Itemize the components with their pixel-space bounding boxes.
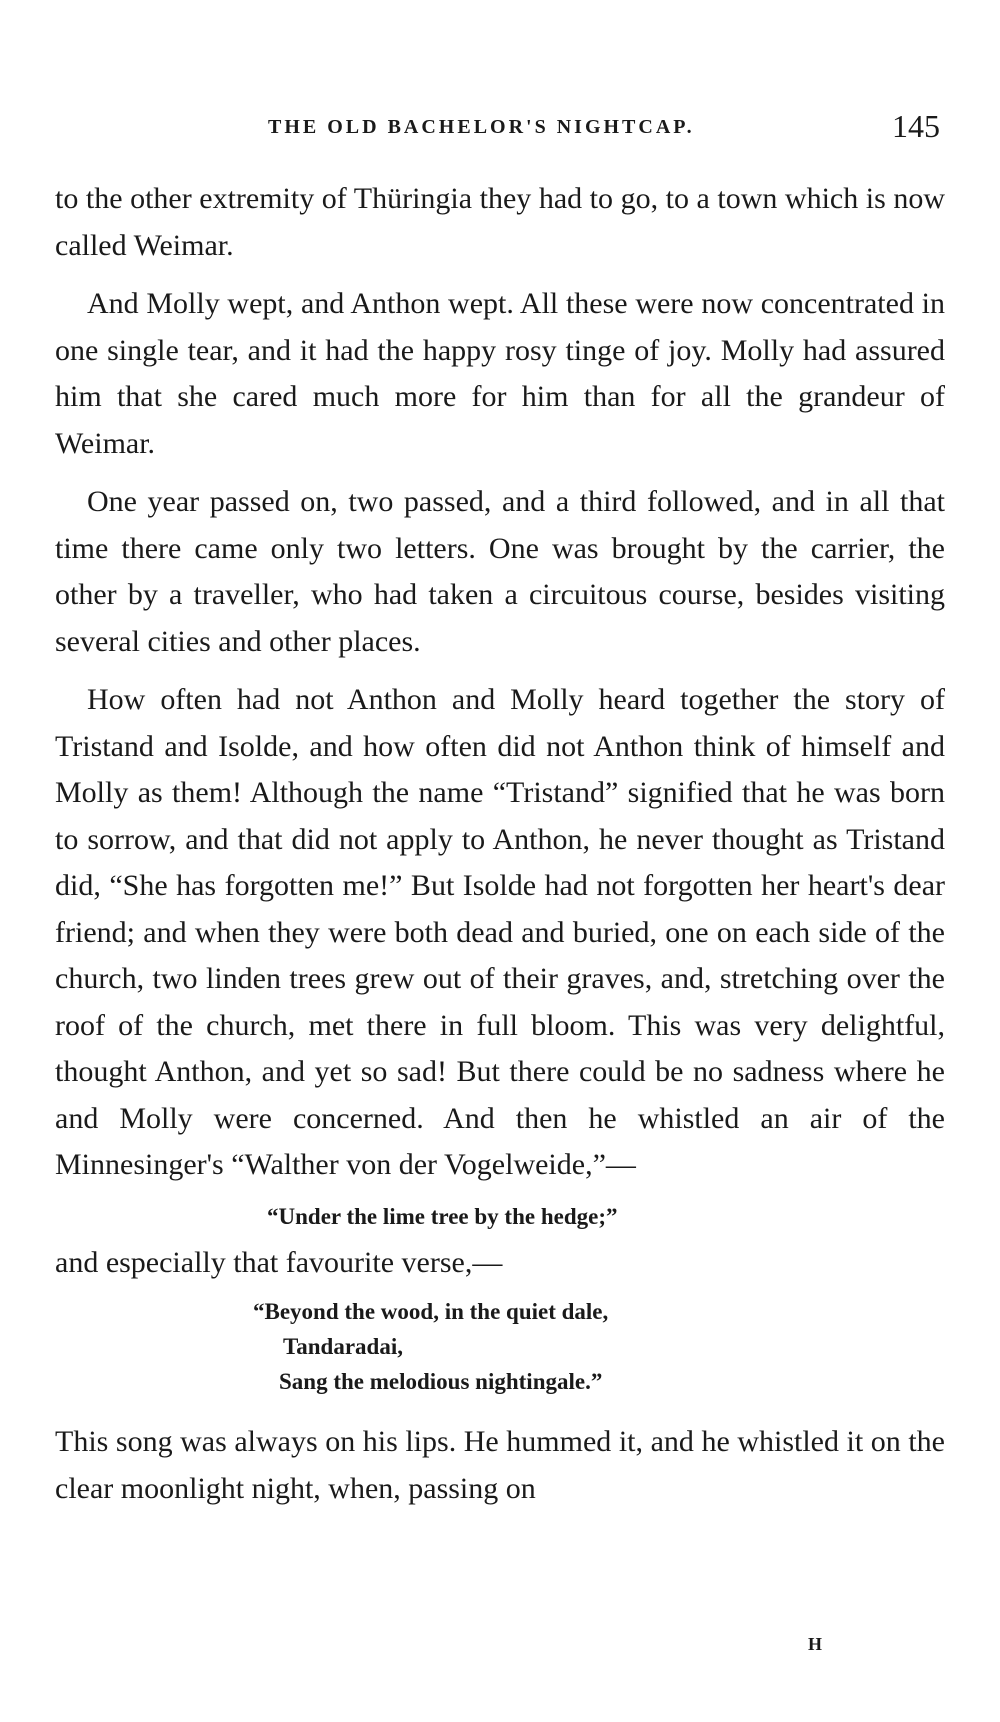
paragraph-continuation: and especially that favourite verse,— xyxy=(55,1245,503,1279)
paragraph-continuation: to the other extremity of Thüringia they had to go, to a town which is now called Weimar. xyxy=(55,182,945,262)
paragraph: How often had not Anthon and Molly heard together the story of Tristand and Isolde, and how often did not Anthon think of himself and Molly as them! Although the name “Tristand” signified that he was born to sorrow, and that did not apply to Anthon, he never thought as Tristand did, “She has forgotten me!” But Isolde had not forgotten her heart's dear friend; and when they were both dead and buried, one on each side of the church, two linden trees grew out of their graves, and, stretching over the roof of the church, met there in full bloom. This was very delightful, thought Anthon, and yet so sad! But there could be no sadness where he and Molly were concerned. And then he whistled an air of the Minnesinger's “Walther von der Vogelweide,”— xyxy=(55,683,945,1181)
verse-line: “Beyond the wood, in the quiet dale, xyxy=(253,1299,609,1324)
paragraph: One year passed on, two passed, and a third followed, and in all that time there came only two letters. One was brought by the carrier, the other by a traveller, who had taken a circuitous course, besides visiting several cities and other places. xyxy=(55,485,945,658)
paragraph-continuation: This song was always on his lips. He hummed it, and he whistled it on the clear moonlight night, when, passing on xyxy=(55,1425,945,1505)
verse-quote: “Under the lime tree by the hedge;” xyxy=(267,1203,618,1229)
verse-block xyxy=(55,1294,945,1399)
running-title: THE OLD BACHELOR'S NIGHTCAP. xyxy=(268,116,695,138)
paragraph: And Molly wept, and Anthon wept. All these were now concentrated in one single tear, and it had the happy rosy tinge of joy. Molly had assured him that she cared much more for him than for all the grandeur of Weimar. xyxy=(55,287,945,460)
verse-line: Sang the melodious nightingale.” xyxy=(279,1369,603,1394)
signature-mark: H xyxy=(808,1634,823,1654)
page-header xyxy=(0,108,1000,148)
page-body xyxy=(55,176,945,1512)
page-number: 145 xyxy=(892,108,940,144)
verse-line: Tandaradai, xyxy=(283,1334,403,1359)
